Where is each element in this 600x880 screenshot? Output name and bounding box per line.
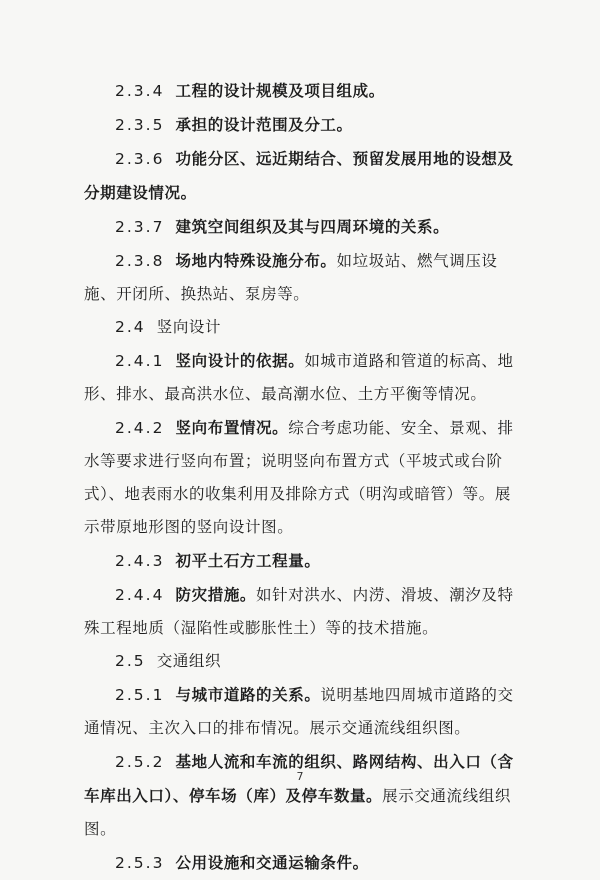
page-number: 7 — [296, 770, 304, 783]
paragraph-2-4-4 — [84, 578, 516, 645]
paragraph-2-3-5 — [84, 108, 516, 142]
clause-number: 2.5.1 — [115, 686, 165, 704]
page-body — [84, 74, 516, 880]
clause-number: 2.3.6 — [115, 150, 165, 168]
section-heading-2-4 — [84, 311, 516, 344]
paragraph-2-3-8 — [84, 244, 516, 311]
clause-title: 竖向设计的依据。 — [175, 351, 305, 370]
paragraph-2-4-2 — [84, 411, 516, 544]
clause-number: 2.5.2 — [115, 753, 165, 771]
clause-title: 承担的设计范围及分工。 — [175, 115, 353, 134]
clause-text: 展示交通流线组织图。 — [84, 787, 511, 838]
clause-title: 功能分区、远近期结合、预留发展用地的设想及分期建设情况。 — [84, 149, 514, 202]
clause-number: 2.5.3 — [115, 854, 165, 872]
clause-title: 建筑空间组织及其与四周环境的关系。 — [175, 217, 450, 236]
section-title: 竖向设计 — [156, 318, 222, 336]
clause-number: 2.3.5 — [115, 116, 165, 134]
paragraph-2-5-1 — [84, 678, 516, 745]
clause-text: 如垃圾站、燃气调压设施、开闭所、换热站、泵房等。 — [84, 252, 498, 303]
clause-title: 与城市道路的关系。 — [175, 685, 321, 704]
clause-number: 2.3.4 — [115, 82, 165, 100]
clause-text: 如针对洪水、内涝、滑坡、潮汐及特殊工程地质（湿陷性或膨胀性土）等的技术措施。 — [84, 586, 514, 637]
paragraph-2-3-4 — [84, 74, 516, 108]
section-title: 交通组织 — [156, 652, 222, 670]
paragraph-2-5-3 — [84, 846, 516, 880]
clause-number: 2.4.1 — [115, 352, 165, 370]
paragraph-2-3-7 — [84, 210, 516, 244]
clause-title: 工程的设计规模及项目组成。 — [175, 81, 385, 100]
clause-number: 2.3.7 — [115, 218, 165, 236]
paragraph-2-5-2 — [84, 745, 516, 846]
paragraph-2-4-3 — [84, 544, 516, 578]
clause-title: 初平土石方工程量。 — [175, 551, 321, 570]
clause-text: 说明基地四周城市道路的交通情况、主次入口的排布情况。展示交通流线组织图。 — [84, 686, 514, 737]
clause-text: 如城市道路和管道的标高、地形、排水、最高洪水位、最高潮水位、土方平衡等情况。 — [84, 352, 514, 403]
paragraph-2-4-1 — [84, 344, 516, 411]
section-heading-2-5 — [84, 645, 516, 678]
clause-title: 竖向布置情况。 — [175, 418, 289, 437]
clause-title: 公用设施和交通运输条件。 — [175, 853, 369, 872]
section-number: 2.5 — [115, 652, 146, 670]
clause-text: 综合考虑功能、安全、景观、排水等要求进行竖向布置；说明竖向布置方式（平坡式或台阶式）、地表雨水的收集利用及排除方式（明沟或暗管）等。展示带原地形图的竖向设计图。 — [84, 419, 514, 536]
clause-title: 场地内特殊设施分布。 — [175, 251, 337, 270]
section-number: 2.4 — [115, 318, 146, 336]
paragraph-2-3-6 — [84, 142, 516, 210]
clause-number: 2.3.8 — [115, 252, 165, 270]
clause-title: 防灾措施。 — [175, 585, 257, 604]
clause-number: 2.4.3 — [115, 552, 165, 570]
clause-number: 2.4.4 — [115, 586, 165, 604]
clause-title: 基地人流和车流的组织、路网结构、出入口（含车库出入口）、停车场（库）及停车数量。 — [84, 752, 514, 805]
clause-number: 2.4.2 — [115, 419, 165, 437]
